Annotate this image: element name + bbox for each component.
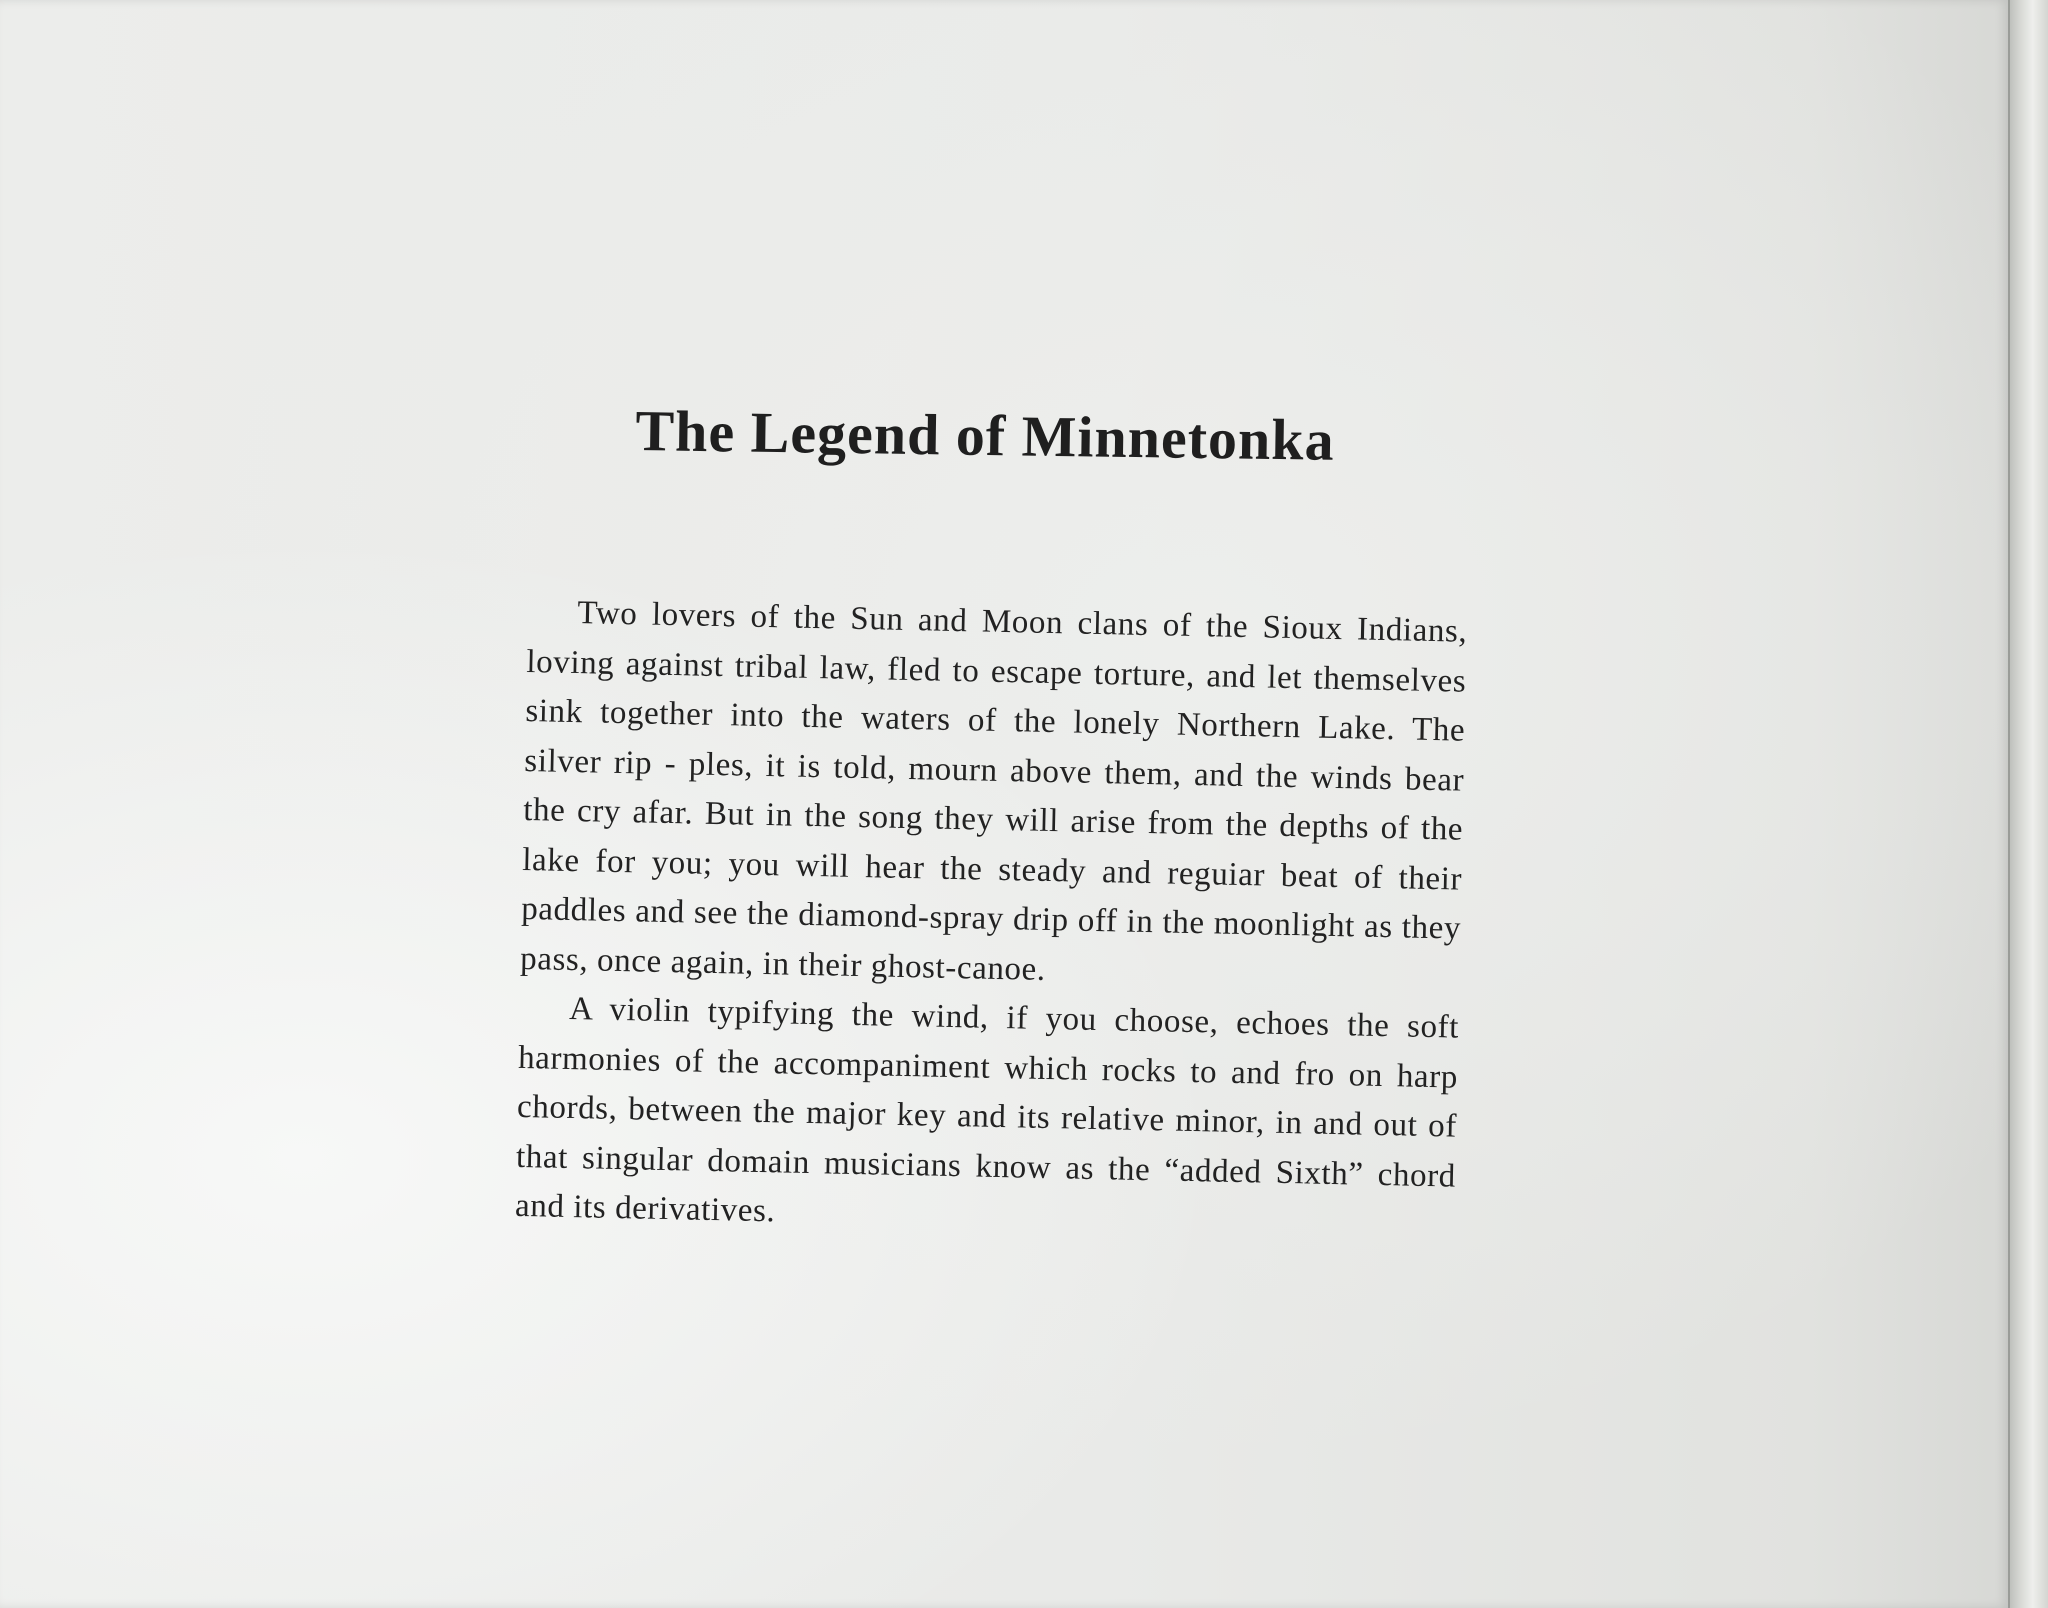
paragraph-legend: Two lovers of the Sun and Moon clans of the Sioux Indians, loving against tribal law, fled to escape torture, and let themselves sink together into the waters of the lonely Northern Lake. The silver rip - ples, it is told, mourn above them, and the winds bear the cry afar. But in the song they will arise from the depths of the lake for you; you will hear the steady and reguiar beat of their paddles and see the diamond-spray drip off in the moonlight as they pass, once again, in their ghost-canoe. xyxy=(519,595,1468,988)
page-title: The Legend of Minnetonka xyxy=(635,398,1336,473)
body-text xyxy=(515,588,1468,1251)
paragraph-violin: A violin typifying the wind, if you choose, echoes the soft harmonies of the accompaniment which rocks to and fro on harp chords, between the major key and its relative minor, in and out of that singular domain musicians know as the “added Sixth” chord and its derivatives. xyxy=(514,990,1460,1230)
book-binding-edge xyxy=(2010,0,2048,1608)
